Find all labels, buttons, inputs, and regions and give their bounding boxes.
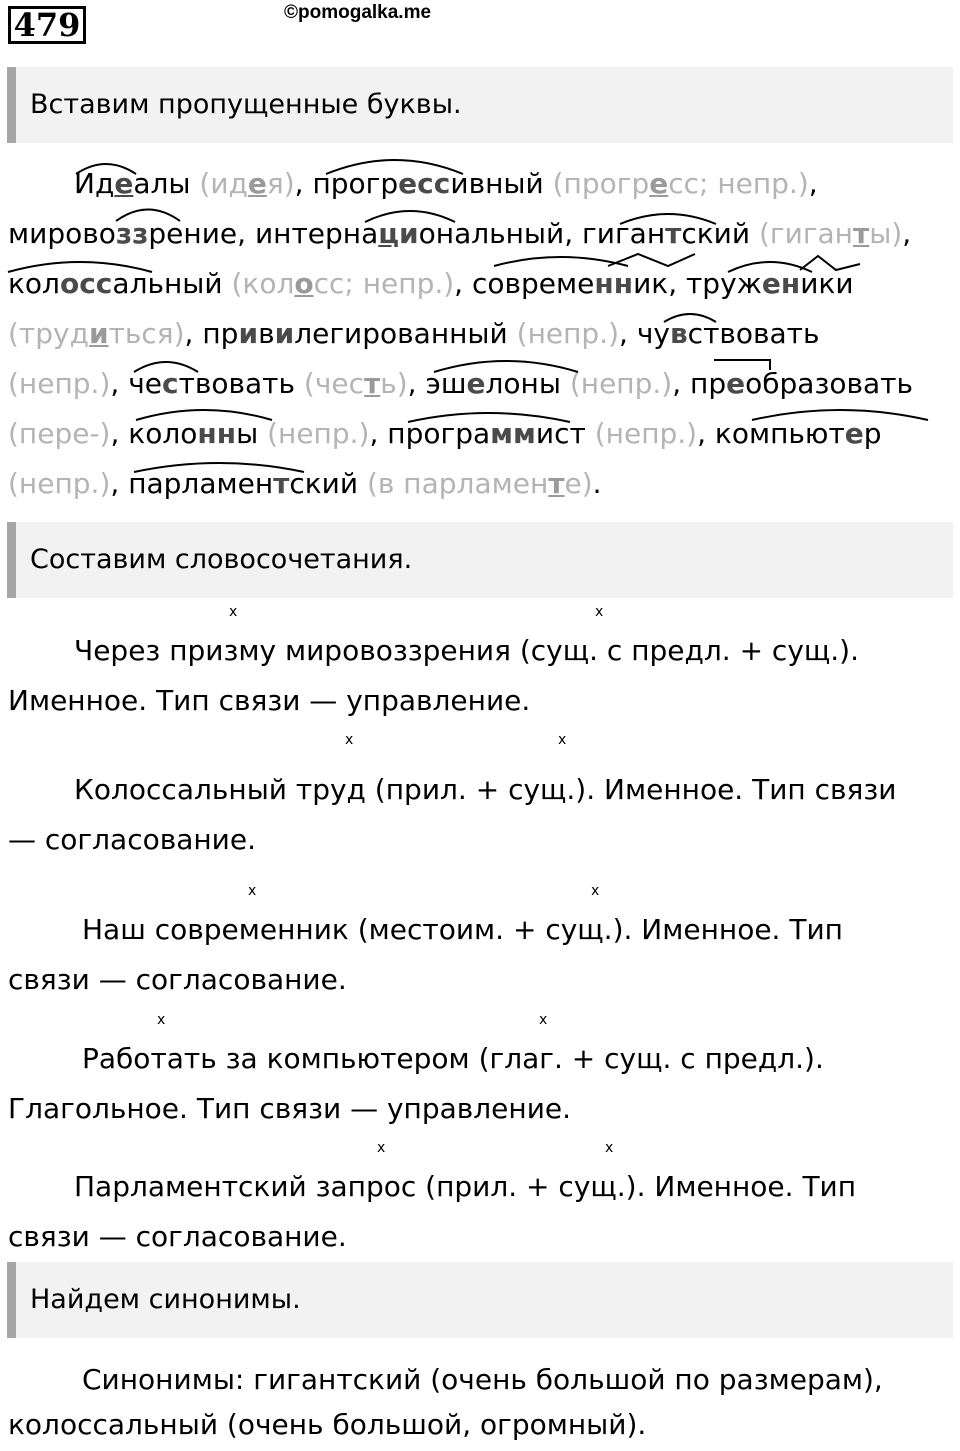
word-preobrazovat: преобразовать — [690, 367, 913, 400]
phrase-3-line-1: Наш современник (местоим. + сущ.). Именное. Тип — [82, 913, 843, 946]
word-idealy: Идеалы — [74, 167, 191, 200]
section-heading-insert-letters: Вставим пропущенные буквы. — [7, 67, 953, 143]
word-kompyuter: компьютер — [714, 417, 882, 450]
main-word-mark: х — [345, 732, 354, 748]
synonyms-line-2: колоссальный (очень большой, огромный). — [8, 1408, 647, 1441]
word-chestvovat: чествовать — [128, 367, 295, 400]
dependent-word-mark: х — [248, 883, 257, 899]
text-line-2: мировоззрение, интернациональный, гигантский (гиганты), — [8, 217, 912, 250]
text-line-7: (непр.), парламентский (в парламенте). — [8, 467, 602, 500]
check-eshelony: (непр.) — [569, 367, 673, 400]
synonyms-line-1: Синонимы: гигантский (очень большой по размерам), — [82, 1363, 883, 1396]
text-line-3: колоссальный (колосс; непр.), современник, труженики — [8, 267, 854, 300]
phrase-5-line-2: связи — согласование. — [8, 1220, 347, 1253]
check-preobrazovat: (пере-) — [8, 417, 111, 450]
text-line-6: (пере-), колонны (непр.), программист (непр.), компьютер — [8, 417, 882, 450]
main-word-mark: х — [229, 604, 238, 620]
dependent-word-mark: х — [377, 1140, 386, 1156]
word-sovremennik: современник — [471, 267, 669, 300]
phrase-1-line-2: Именное. Тип связи — управление. — [8, 684, 531, 717]
word-privilegirovanny: привилегированный — [202, 317, 508, 350]
check-kolonny: (непр.) — [267, 417, 370, 450]
text-line-4: (трудиться), привилегированный (непр.), чувствовать — [8, 317, 820, 350]
word-programmist: программист — [387, 417, 586, 450]
check-kolossalny: (колосс; непр.) — [231, 267, 455, 300]
check-chuvstvovat: (непр.) — [8, 367, 111, 400]
section-heading-phrases: Составим словосочетания. — [7, 522, 953, 598]
check-truzheniki: (трудиться) — [8, 317, 185, 350]
phrase-4-line-2: Глагольное. Тип связи — управление. — [8, 1092, 572, 1125]
word-kolonny: колонны — [128, 417, 259, 450]
phrase-3-line-2: связи — согласование. — [8, 963, 347, 996]
check-chestvovat: (честь) — [303, 367, 408, 400]
word-gigantsky: гигантский — [582, 217, 751, 250]
check-progressivny: (прогресс; непр.) — [552, 167, 809, 200]
section-heading-synonyms: Найдем синонимы. — [7, 1262, 953, 1338]
phrase-1-line-1: Через призму мировоззрения (сущ. с предл. + сущ.). — [74, 634, 859, 667]
phrase-4-line-1: Работать за компьютером (глаг. + сущ. с предл.). — [82, 1042, 824, 1075]
word-progressivny: прогрессивный — [312, 167, 544, 200]
dependent-word-mark: х — [595, 604, 604, 620]
check-idealy: (идея) — [199, 167, 295, 200]
phrase-2-line-2: — согласование. — [8, 823, 257, 856]
main-word-mark: х — [591, 883, 600, 899]
word-eshelony: эшелоны — [425, 367, 561, 400]
check-parlamentsky: (в парламенте) — [366, 467, 593, 500]
text-line-1: Идеалы (идея), прогрессивный (прогресс; непр.), — [74, 167, 818, 200]
word-truzheniki: труженики — [686, 267, 854, 300]
check-programmist: (непр.) — [594, 417, 698, 450]
word-chuvstvovat: чувствовать — [636, 317, 820, 350]
dependent-word-mark: х — [558, 732, 567, 748]
exercise-number: 479 — [8, 6, 86, 44]
dependent-word-mark: х — [539, 1012, 548, 1028]
text-line-5: (непр.), чествовать (честь), эшелоны (непр.), преобразовать — [8, 367, 913, 400]
word-mirovozzrenie: мировоззрение — [8, 217, 238, 250]
word-kolossalny: колоссальный — [8, 267, 223, 300]
check-kompyuter: (непр.) — [8, 467, 111, 500]
phrase-5-line-1: Парламентский запрос (прил. + сущ.). Именное. Тип — [74, 1170, 857, 1203]
main-word-mark: х — [605, 1140, 614, 1156]
check-gigantsky: (гиганты) — [758, 217, 903, 250]
word-parlamentsky: парламентский — [128, 467, 359, 500]
phrase-2-line-1: Колоссальный труд (прил. + сущ.). Именное. Тип связи — [74, 773, 897, 806]
main-word-mark: х — [157, 1012, 166, 1028]
word-internacionalny: интернациональный — [254, 217, 565, 250]
site-watermark: ©pomogalka.me — [284, 2, 432, 23]
check-privilegirovanny: (непр.) — [516, 317, 620, 350]
